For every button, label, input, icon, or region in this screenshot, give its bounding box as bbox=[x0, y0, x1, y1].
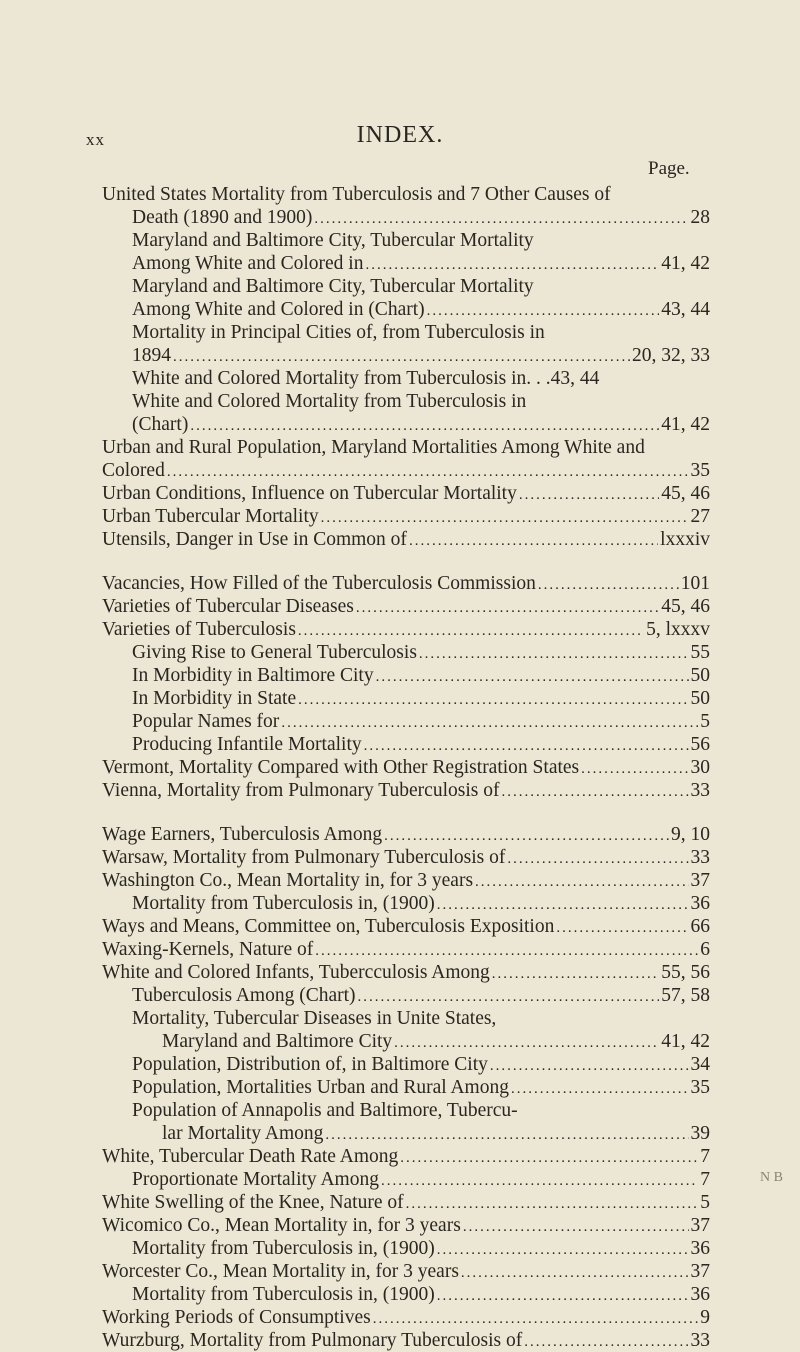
index-entry bbox=[132, 1076, 710, 1099]
index-entry bbox=[102, 618, 710, 641]
index-entry bbox=[102, 1306, 710, 1329]
entry-page: 5 bbox=[700, 1192, 710, 1213]
index-entry bbox=[102, 915, 710, 938]
entry-page: lxxxiv bbox=[660, 529, 710, 550]
entry-text: United States Mortality from Tuberculosis and 7 Other Causes of bbox=[102, 184, 611, 205]
index-entry bbox=[102, 779, 710, 802]
entry-page: 33 bbox=[690, 847, 710, 868]
index-entry bbox=[132, 298, 710, 321]
entry-page: 37 bbox=[690, 870, 710, 891]
entry-text: In Morbidity in Baltimore City bbox=[132, 665, 374, 686]
index-entry bbox=[132, 1237, 710, 1260]
entry-text: (Chart) bbox=[132, 414, 189, 435]
index-entry bbox=[102, 961, 710, 984]
page-title: INDEX. bbox=[356, 122, 444, 148]
dot-leader bbox=[281, 712, 698, 733]
dot-leader bbox=[490, 1055, 689, 1076]
dot-leader bbox=[501, 781, 688, 802]
index-entry bbox=[132, 687, 710, 710]
entry-page: 55, 56 bbox=[661, 962, 710, 983]
index-entry bbox=[102, 1260, 710, 1283]
dot-leader bbox=[365, 254, 659, 275]
dot-leader bbox=[519, 484, 659, 505]
index-entry bbox=[162, 1030, 710, 1053]
entry-page: 57, 58 bbox=[661, 985, 710, 1006]
entry-text: Proportionate Mortality Among bbox=[132, 1169, 379, 1190]
index-entry bbox=[132, 1099, 710, 1122]
entry-page: 43, 44 bbox=[661, 299, 710, 320]
entry-text: Tuberculosis Among (Chart) bbox=[132, 985, 356, 1006]
entry-text: Mortality in Principal Cities of, from Tuberculosis in bbox=[132, 322, 545, 343]
entry-text: Wage Earners, Tuberculosis Among bbox=[102, 824, 383, 845]
entry-text: Ways and Means, Committee on, Tuberculosis Exposition bbox=[102, 916, 555, 937]
dot-leader bbox=[394, 1032, 659, 1053]
index-entry bbox=[102, 846, 710, 869]
entry-page: 30 bbox=[690, 757, 710, 778]
dot-leader bbox=[475, 871, 688, 892]
index-entry bbox=[102, 595, 710, 618]
index-entry bbox=[132, 206, 710, 229]
entry-page: 36 bbox=[690, 1284, 710, 1305]
entry-text: White and Colored Infants, Tubercculosis Among bbox=[102, 962, 490, 983]
dot-leader bbox=[298, 689, 688, 710]
entry-page: 56 bbox=[690, 734, 710, 755]
entry-text: White Swelling of the Knee, Nature of bbox=[102, 1192, 404, 1213]
entry-text: Popular Names for bbox=[132, 711, 280, 732]
dot-leader bbox=[427, 300, 660, 321]
entry-page: 9 bbox=[700, 1307, 710, 1328]
entry-text: Mortality, Tubercular Diseases in Unite States, bbox=[132, 1008, 497, 1029]
entry-text: Among White and Colored in (Chart) bbox=[132, 299, 425, 320]
dot-leader bbox=[356, 597, 659, 618]
entry-page: 34 bbox=[690, 1054, 710, 1075]
dot-leader bbox=[376, 666, 689, 687]
entry-text: Vienna, Mortality from Pulmonary Tuberculosis of bbox=[102, 780, 500, 801]
entry-text: Among White and Colored in bbox=[132, 253, 364, 274]
index-entry bbox=[102, 528, 710, 551]
index-entry bbox=[132, 1168, 710, 1191]
index-entry bbox=[132, 892, 710, 915]
index-entry bbox=[132, 1283, 710, 1306]
index-entry bbox=[102, 823, 710, 846]
entry-text: Mortality from Tuberculosis in, (1900) bbox=[132, 1284, 435, 1305]
entry-page: 55 bbox=[690, 642, 710, 663]
index-entry bbox=[102, 1329, 710, 1352]
entry-page: 5 bbox=[700, 711, 710, 732]
entry-page: 50 bbox=[690, 688, 710, 709]
dot-leader bbox=[492, 963, 659, 984]
entry-page: 36 bbox=[690, 893, 710, 914]
index-entry bbox=[102, 756, 710, 779]
entry-text: Maryland and Baltimore City, Tubercular Mortality bbox=[132, 230, 534, 251]
entry-text: White and Colored Mortality from Tuberculosis in. . .43, 44 bbox=[132, 368, 600, 389]
entry-text: Population, Mortalities Urban and Rural Among bbox=[132, 1077, 509, 1098]
index-entry bbox=[102, 482, 710, 505]
entry-page: 41, 42 bbox=[661, 1031, 710, 1052]
entry-text: Vacancies, How Filled of the Tuberculosis Commission bbox=[102, 573, 536, 594]
dot-leader bbox=[400, 1147, 698, 1168]
dot-leader bbox=[381, 1170, 698, 1191]
entry-text: Wurzburg, Mortality from Pulmonary Tuberculosis of bbox=[102, 1330, 523, 1351]
index-entry bbox=[132, 710, 710, 733]
entry-page: 39 bbox=[690, 1123, 710, 1144]
entry-text: Population, Distribution of, in Baltimore City bbox=[132, 1054, 488, 1075]
index-entry bbox=[132, 1053, 710, 1076]
entry-page: 7 bbox=[700, 1169, 710, 1190]
dot-leader bbox=[511, 1078, 689, 1099]
entry-page: 37 bbox=[690, 1215, 710, 1236]
handwritten-mark: N B bbox=[760, 1170, 783, 1185]
entry-text: Maryland and Baltimore City, Tubercular Mortality bbox=[132, 276, 534, 297]
dot-leader bbox=[409, 530, 658, 551]
entry-text: Warsaw, Mortality from Pulmonary Tuberculosis of bbox=[102, 847, 506, 868]
index-entry bbox=[132, 321, 710, 344]
entry-page: 35 bbox=[690, 460, 710, 481]
entry-page: 33 bbox=[690, 1330, 710, 1351]
dot-leader bbox=[581, 758, 688, 779]
index-entry bbox=[132, 733, 710, 756]
entry-text: Death (1890 and 1900) bbox=[132, 207, 313, 228]
index-entry bbox=[102, 1191, 710, 1214]
dot-leader bbox=[167, 461, 689, 482]
dot-leader bbox=[373, 1308, 699, 1329]
page-header bbox=[0, 122, 800, 152]
dot-leader bbox=[321, 507, 689, 528]
entry-text: In Morbidity in State bbox=[132, 688, 297, 709]
index-entry bbox=[102, 1214, 710, 1237]
index-entry bbox=[102, 869, 710, 892]
index-entry bbox=[102, 505, 710, 528]
entry-page: 41, 42 bbox=[661, 414, 710, 435]
entry-page: 33 bbox=[690, 780, 710, 801]
dot-leader bbox=[364, 735, 689, 756]
entry-page: 20, 32, 33 bbox=[632, 345, 710, 366]
dot-leader bbox=[358, 986, 660, 1007]
entry-text: Urban and Rural Population, Maryland Mortalities Among White and bbox=[102, 437, 645, 458]
entry-text: Worcester Co., Mean Mortality in, for 3 years bbox=[102, 1261, 459, 1282]
dot-leader bbox=[556, 917, 688, 938]
entry-text: Varieties of Tuberculosis bbox=[102, 619, 296, 640]
entry-page: 6 bbox=[700, 939, 710, 960]
dot-leader bbox=[538, 574, 679, 595]
index-entry bbox=[132, 641, 710, 664]
entry-page: 7 bbox=[700, 1146, 710, 1167]
entry-page: 66 bbox=[690, 916, 710, 937]
entry-text: 1894 bbox=[132, 345, 171, 366]
entry-text: Population of Annapolis and Baltimore, Tubercu- bbox=[132, 1100, 518, 1121]
entry-page: 28 bbox=[690, 207, 710, 228]
entry-page: 41, 42 bbox=[661, 253, 710, 274]
entry-page: 36 bbox=[690, 1238, 710, 1259]
entry-text: Washington Co., Mean Mortality in, for 3 years bbox=[102, 870, 474, 891]
dot-leader bbox=[314, 208, 688, 229]
dot-leader bbox=[437, 1239, 689, 1260]
entry-text: lar Mortality Among bbox=[162, 1123, 324, 1144]
entry-text: Giving Rise to General Tuberculosis bbox=[132, 642, 417, 663]
page-number: xx bbox=[86, 130, 105, 149]
index-entry bbox=[132, 252, 710, 275]
entry-text: Colored bbox=[102, 460, 165, 481]
index-entry bbox=[132, 413, 710, 436]
dot-leader bbox=[524, 1331, 688, 1352]
index-entry bbox=[102, 572, 710, 595]
dot-leader bbox=[315, 940, 698, 961]
dot-leader bbox=[463, 1216, 689, 1237]
index-entry bbox=[132, 344, 710, 367]
entry-text: Mortality from Tuberculosis in, (1900) bbox=[132, 1238, 435, 1259]
index-entry bbox=[102, 459, 710, 482]
entry-text: Maryland and Baltimore City bbox=[162, 1031, 393, 1052]
index-entry bbox=[132, 367, 710, 390]
index-entry bbox=[132, 275, 710, 298]
entry-text: Working Periods of Consumptives bbox=[102, 1307, 371, 1328]
index-entry bbox=[102, 1145, 710, 1168]
entry-text: Urban Tubercular Mortality bbox=[102, 506, 319, 527]
entry-page: 5, lxxxv bbox=[646, 619, 710, 640]
index-entry bbox=[132, 390, 710, 413]
entry-text: Urban Conditions, Influence on Tubercular Mortality bbox=[102, 483, 517, 504]
entry-text: Mortality from Tuberculosis in, (1900) bbox=[132, 893, 435, 914]
entry-page: 45, 46 bbox=[661, 483, 710, 504]
entry-text: Utensils, Danger in Use in Common of bbox=[102, 529, 407, 550]
index-entry bbox=[132, 984, 710, 1007]
dot-leader bbox=[325, 1124, 688, 1145]
entry-text: Producing Infantile Mortality bbox=[132, 734, 362, 755]
entry-page: 45, 46 bbox=[661, 596, 710, 617]
dot-leader bbox=[173, 346, 630, 367]
index-entry bbox=[132, 664, 710, 687]
entry-page: 27 bbox=[690, 506, 710, 527]
entry-page: 37 bbox=[690, 1261, 710, 1282]
index-entry bbox=[162, 1122, 710, 1145]
index-entry bbox=[102, 183, 710, 206]
index-entry bbox=[102, 436, 710, 459]
entry-page: 9, 10 bbox=[671, 824, 710, 845]
index-entry bbox=[132, 229, 710, 252]
entry-text: Waxing-Kernels, Nature of bbox=[102, 939, 314, 960]
entry-text: Wicomico Co., Mean Mortality in, for 3 years bbox=[102, 1215, 461, 1236]
entry-page: 35 bbox=[690, 1077, 710, 1098]
dot-leader bbox=[419, 643, 689, 664]
page-column-label: Page. bbox=[648, 158, 690, 179]
entry-text: White, Tubercular Death Rate Among bbox=[102, 1146, 399, 1167]
entry-text: Vermont, Mortality Compared with Other Registration States bbox=[102, 757, 580, 778]
dot-leader bbox=[190, 415, 659, 436]
dot-leader bbox=[507, 848, 688, 869]
index-entry bbox=[132, 1007, 710, 1030]
dot-leader bbox=[384, 825, 669, 846]
entry-page: 50 bbox=[690, 665, 710, 686]
dot-leader bbox=[298, 620, 644, 641]
dot-leader bbox=[461, 1262, 689, 1283]
entry-text: Varieties of Tubercular Diseases bbox=[102, 596, 354, 617]
index-entry bbox=[102, 938, 710, 961]
dot-leader bbox=[406, 1193, 699, 1214]
entry-page: 101 bbox=[680, 573, 710, 594]
dot-leader bbox=[437, 894, 689, 915]
entry-text: White and Colored Mortality from Tuberculosis in bbox=[132, 391, 527, 412]
dot-leader bbox=[437, 1285, 689, 1306]
